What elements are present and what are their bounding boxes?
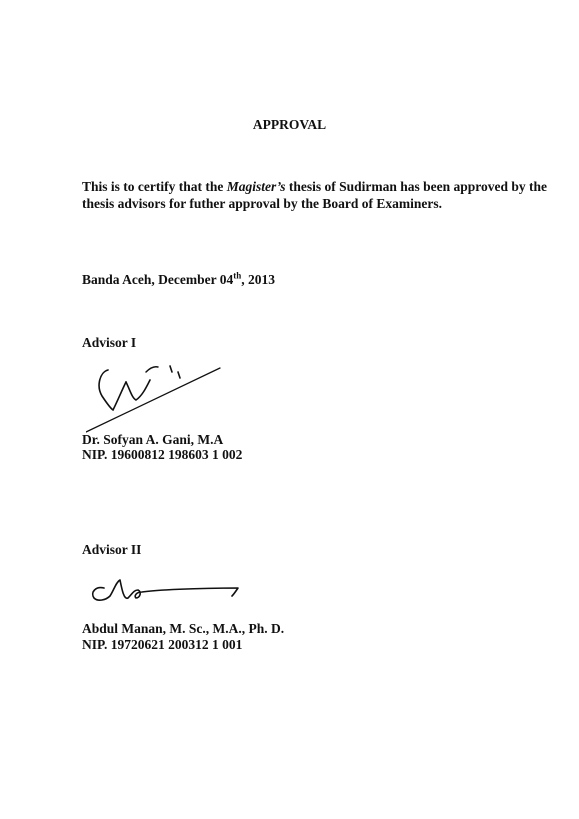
advisor-1-name: Dr. Sofyan A. Gani, M.A xyxy=(82,432,224,447)
certify-italic-degree: Magister’s xyxy=(226,179,286,194)
advisor-2-signature xyxy=(86,572,246,612)
place-date-line xyxy=(82,271,275,288)
date-prefix: Banda Aceh, December 04 xyxy=(82,272,234,287)
advisor-1-label: Advisor I xyxy=(82,335,137,350)
certify-text-part2: thesis of Sudirman has been approved by the thesis advisors for futher approval by the Board of Examiners. xyxy=(82,179,548,211)
certification-statement xyxy=(82,178,552,212)
advisor-2-label: Advisor II xyxy=(82,542,142,557)
page-title: APPROVAL xyxy=(252,117,327,132)
advisor-2-name: Abdul Manan, M. Sc., M.A., Ph. D. xyxy=(82,621,285,636)
advisor-2-nip: NIP. 19720621 200312 1 001 xyxy=(82,637,243,652)
date-year: , 2013 xyxy=(241,272,276,287)
certify-text-part1: This is to certify that the xyxy=(82,179,227,194)
date-ordinal-suffix: th xyxy=(233,270,242,281)
advisor-1-signature xyxy=(86,352,226,442)
advisor-1-nip: NIP. 19600812 198603 1 002 xyxy=(82,447,243,462)
